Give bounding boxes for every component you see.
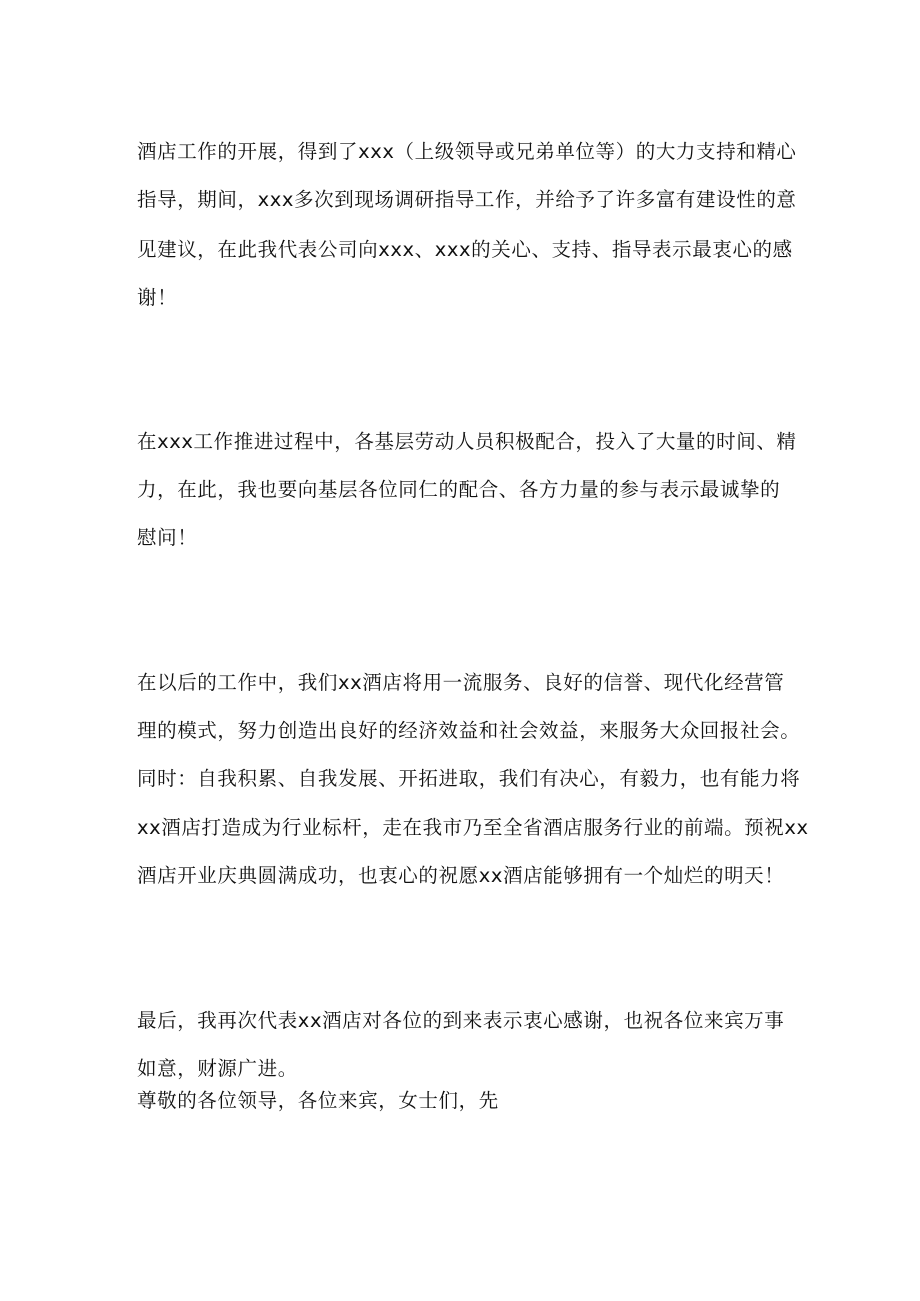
- text-line: 指导，期间，xxx多次到现场调研指导工作，并给予了许多富有建设性的意: [137, 188, 797, 211]
- text-line: xx酒店打造成为行业标杆，走在我市乃至全省酒店服务行业的前端。预祝xx: [137, 816, 809, 839]
- text-line: 力，在此，我也要向基层各位同仁的配合、各方力量的参与表示最诚挚的: [137, 478, 781, 501]
- text-line: 见建议，在此我代表公司向xxx、xxx的关心、支持、指导表示最衷心的感: [137, 238, 793, 261]
- text-line: 谢！: [137, 286, 178, 309]
- text-line: 酒店开业庆典圆满成功，也衷心的祝愿xx酒店能够拥有一个灿烂的明天！: [137, 864, 785, 887]
- text-line: 酒店工作的开展，得到了xxx（上级领导或兄弟单位等）的大力支持和精心: [137, 140, 797, 163]
- text-line: 尊敬的各位领导，各位来宾，女士们，先: [137, 1089, 499, 1112]
- text-line: 同时：自我积累、自我发展、开拓进取，我们有决心，有毅力，也有能力将: [137, 767, 801, 790]
- text-line: 在xxx工作推进过程中，各基层劳动人员积极配合，投入了大量的时间、精: [137, 430, 797, 453]
- text-line: 最后，我再次代表xx酒店对各位的到来表示衷心感谢，也祝各位来宾万事: [137, 1009, 785, 1032]
- text-line: 慰问！: [137, 526, 198, 549]
- text-line: 在以后的工作中，我们xx酒店将用一流服务、良好的信誉、现代化经营管: [137, 671, 785, 694]
- text-line: 理的模式，努力创造出良好的经济效益和社会效益，来服务大众回报社会。: [137, 719, 801, 742]
- text-line: 如意，财源广进。: [137, 1057, 298, 1080]
